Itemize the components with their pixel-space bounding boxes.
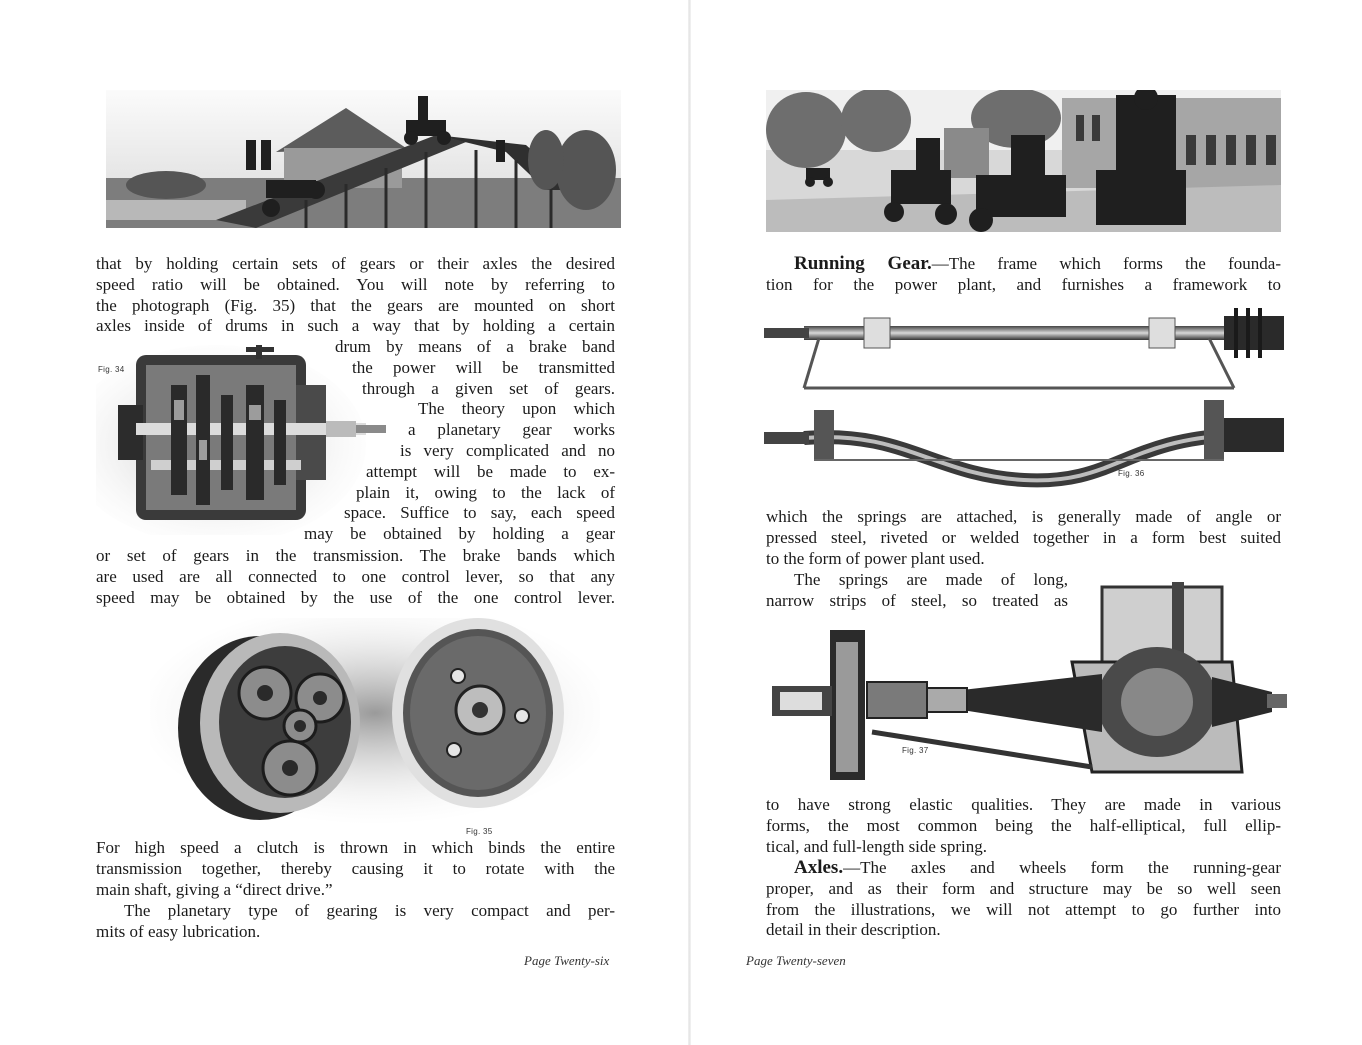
text-line: For high speed a clutch is thrown in which binds the entire	[96, 838, 615, 857]
figure-37-rear-axle	[772, 582, 1287, 782]
text-line: The springs are made of long,	[794, 570, 1068, 589]
text-line: The theory upon which	[418, 399, 615, 419]
text-line: may be obtained by holding a gear	[304, 524, 615, 544]
ramp-photo	[106, 90, 621, 228]
left-para1	[96, 254, 615, 337]
text-line: are used are all connected to one control lever, so that any	[96, 566, 615, 586]
figure-37-label: Fig. 37	[902, 746, 929, 755]
text-line: through a given set of gears.	[362, 378, 615, 398]
text-line: tical, and full-length side spring.	[766, 836, 987, 856]
axles-text: —The axles and wheels form the running-gear	[843, 858, 1281, 877]
text-line: proper, and as their form and structure may be so well seen	[766, 878, 1281, 898]
left-para2	[96, 838, 615, 900]
page-number-left: Page Twenty-six	[524, 953, 610, 968]
text-line: the photograph (Fig. 35) that the gears are mounted on short	[96, 295, 615, 315]
text-line: space. Suffice to say, each speed	[344, 503, 615, 523]
figure-35-label: Fig. 35	[466, 827, 493, 836]
text-line: tion for the power plant, and furnishes a framework to	[766, 274, 1281, 294]
factory-road-photo	[766, 90, 1281, 232]
text-line: speed ratio will be obtained. You will note by referring to	[96, 274, 615, 294]
text-line	[766, 858, 1281, 879]
text-line: a planetary gear works	[408, 420, 615, 440]
figure-34-label: Fig. 34	[98, 365, 125, 374]
text-line: the power will be transmitted	[352, 357, 615, 377]
text-line: to the form of power plant used.	[766, 548, 985, 568]
text-line: is very complicated and no	[400, 440, 615, 460]
running-gear-para	[766, 254, 1281, 296]
text-line: axles inside of drums in such a way that by holding a certain	[96, 316, 615, 336]
text-line: detail in their description.	[766, 920, 941, 940]
text-line: narrow strips of steel, so treated as	[766, 590, 1068, 610]
text-line: drum by means of a brake band	[335, 337, 615, 356]
text-line: mits of easy lubrication.	[96, 921, 261, 941]
page-number-right: Page Twenty-seven	[746, 953, 846, 968]
text-line: which the springs are attached, is generally made of angle or	[766, 507, 1281, 526]
springs-para-end	[766, 795, 1281, 857]
text-line: forms, the most common being the half-elliptical, full ellip-	[766, 815, 1281, 835]
frame-continued-para	[766, 507, 1281, 569]
right-page	[690, 0, 1362, 1045]
text-line: attempt will be made to ex-	[366, 461, 615, 481]
text-line: The planetary type of gearing is very compact and per-	[124, 901, 615, 920]
running-gear-text: —The frame which forms the founda-	[931, 254, 1281, 273]
text-line: speed may be obtained by the use of the one control lever.	[96, 587, 615, 607]
text-line: or set of gears in the transmission. The brake bands which	[96, 546, 615, 565]
left-para3	[96, 901, 615, 943]
text-line: from the illustrations, we will not attempt to go further into	[766, 899, 1281, 919]
left-para1-tail	[96, 546, 615, 608]
left-wrap-text	[300, 337, 615, 545]
axles-para	[766, 858, 1281, 941]
text-line: pressed steel, riveted or welded together in a form best suited	[766, 527, 1281, 547]
text-line: to have strong elastic qualities. They are made in various	[766, 795, 1281, 814]
text-line: main shaft, giving a “direct drive.”	[96, 879, 333, 899]
running-gear-heading: Running Gear.	[794, 253, 932, 274]
axles-heading: Axles.	[794, 857, 844, 878]
figure-36-label: Fig. 36	[1118, 469, 1145, 478]
text-line: that by holding certain sets of gears or their axles the desired	[96, 254, 615, 273]
figure-36-axles	[764, 300, 1289, 495]
text-line	[766, 254, 1281, 275]
figure-35-planetary-drums	[150, 618, 600, 823]
text-line: plain it, owing to the lack of	[356, 482, 615, 502]
text-line: transmission together, thereby causing it to rotate with the	[96, 858, 615, 878]
